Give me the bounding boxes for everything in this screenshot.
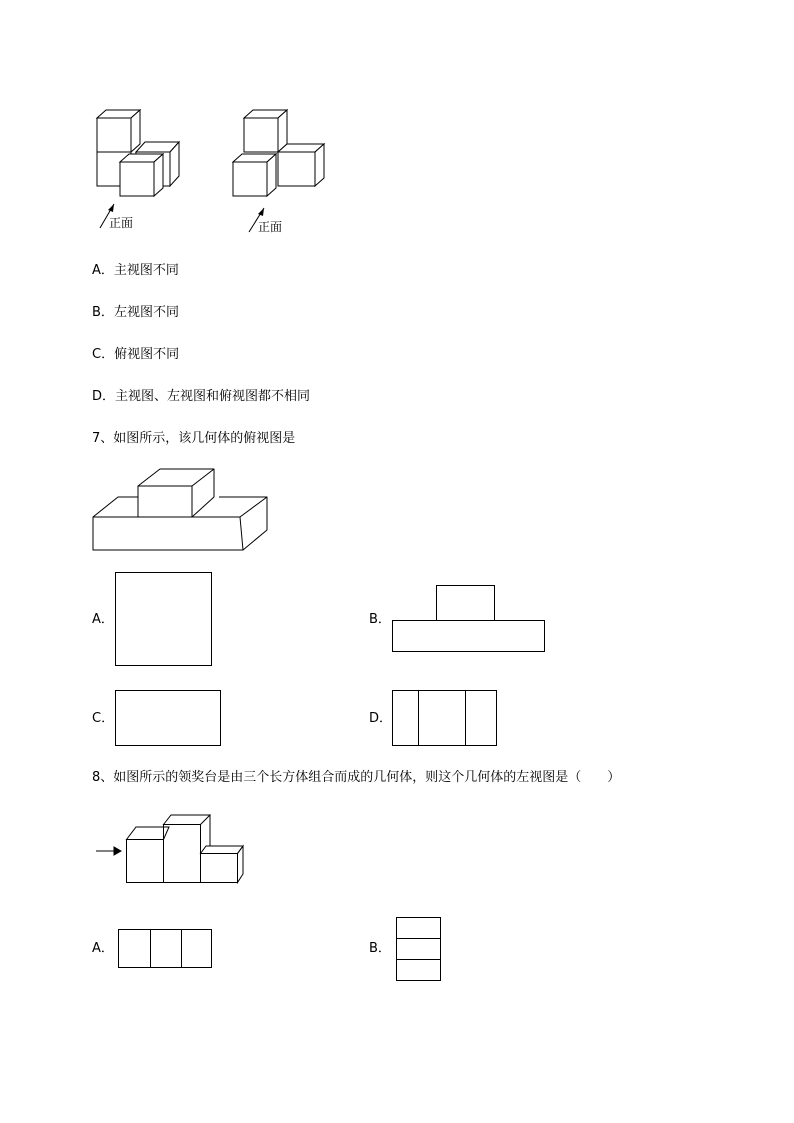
q7-option-c-rectangle xyxy=(115,690,222,747)
q7-option-c-label xyxy=(92,711,114,727)
q6-option-b xyxy=(92,305,179,321)
q7-option-d-shape xyxy=(392,690,499,747)
option-letter: B xyxy=(92,305,101,320)
option-separator: ． xyxy=(101,347,115,362)
option-letter: B xyxy=(369,612,378,627)
q7-stem: 7、如图所示，该几何体的俯视图是 xyxy=(92,431,296,446)
option-separator: ． xyxy=(100,612,114,627)
option-letter: C xyxy=(92,711,102,726)
option-letter: B xyxy=(369,941,378,956)
option-letter: C xyxy=(92,347,102,362)
q8-option-a-shape xyxy=(118,929,213,969)
option-separator: ． xyxy=(101,711,115,726)
q7-solid-drawing xyxy=(90,466,272,552)
q6-front-label-right: 正面 xyxy=(258,220,283,234)
q8-podium-drawing xyxy=(94,812,254,888)
option-text: 左视图不同 xyxy=(113,305,179,320)
q7-option-b-figure xyxy=(392,585,546,657)
q8-option-b-shape xyxy=(396,917,442,982)
q8-podium-figure xyxy=(94,812,254,888)
q6-option-c xyxy=(92,347,179,363)
option-separator: ． xyxy=(379,711,393,726)
option-letter: D xyxy=(92,389,103,404)
q6-cube-stack-left xyxy=(92,104,192,234)
q7-option-b-label xyxy=(369,612,391,628)
option-letter: D xyxy=(369,711,380,726)
q6-front-label-left: 正面 xyxy=(109,216,134,230)
q7-option-c-figure xyxy=(115,690,222,751)
option-letter: A xyxy=(92,941,101,956)
q8-option-b-figure xyxy=(396,917,442,986)
option-text: 俯视图不同 xyxy=(114,347,180,362)
q7-option-a-label xyxy=(92,612,114,628)
q7-option-b-shape xyxy=(392,585,546,653)
option-separator: ． xyxy=(377,612,391,627)
q6-cube-stack-right xyxy=(228,104,338,234)
q7-option-a-square xyxy=(115,572,213,667)
option-letter: A xyxy=(92,263,101,278)
option-separator: ． xyxy=(102,389,116,404)
q8-option-a-label xyxy=(92,941,114,957)
option-text: 主视图不同 xyxy=(113,263,179,278)
q6-option-a xyxy=(92,263,179,279)
q8-option-a-figure xyxy=(118,929,213,973)
option-separator: ． xyxy=(377,941,391,956)
option-separator: ． xyxy=(100,941,114,956)
q7-option-d-figure xyxy=(392,690,499,751)
option-separator: ． xyxy=(100,305,114,320)
q7-solid-figure xyxy=(90,466,272,552)
q6-option-d xyxy=(92,389,310,405)
q7-option-d-label xyxy=(369,711,392,727)
q8-option-b-label xyxy=(369,941,391,957)
q6-figure-right xyxy=(228,104,338,234)
q8-stem: 8、如图所示的领奖台是由三个长方体组合而成的几何体，则这个几何体的左视图是（ ） xyxy=(92,770,621,785)
option-text: 主视图、左视图和俯视图都不相同 xyxy=(115,389,311,404)
q7-option-a-figure xyxy=(115,572,213,671)
option-letter: A xyxy=(92,612,101,627)
q6-figure-left xyxy=(92,104,192,234)
option-separator: ． xyxy=(100,263,114,278)
